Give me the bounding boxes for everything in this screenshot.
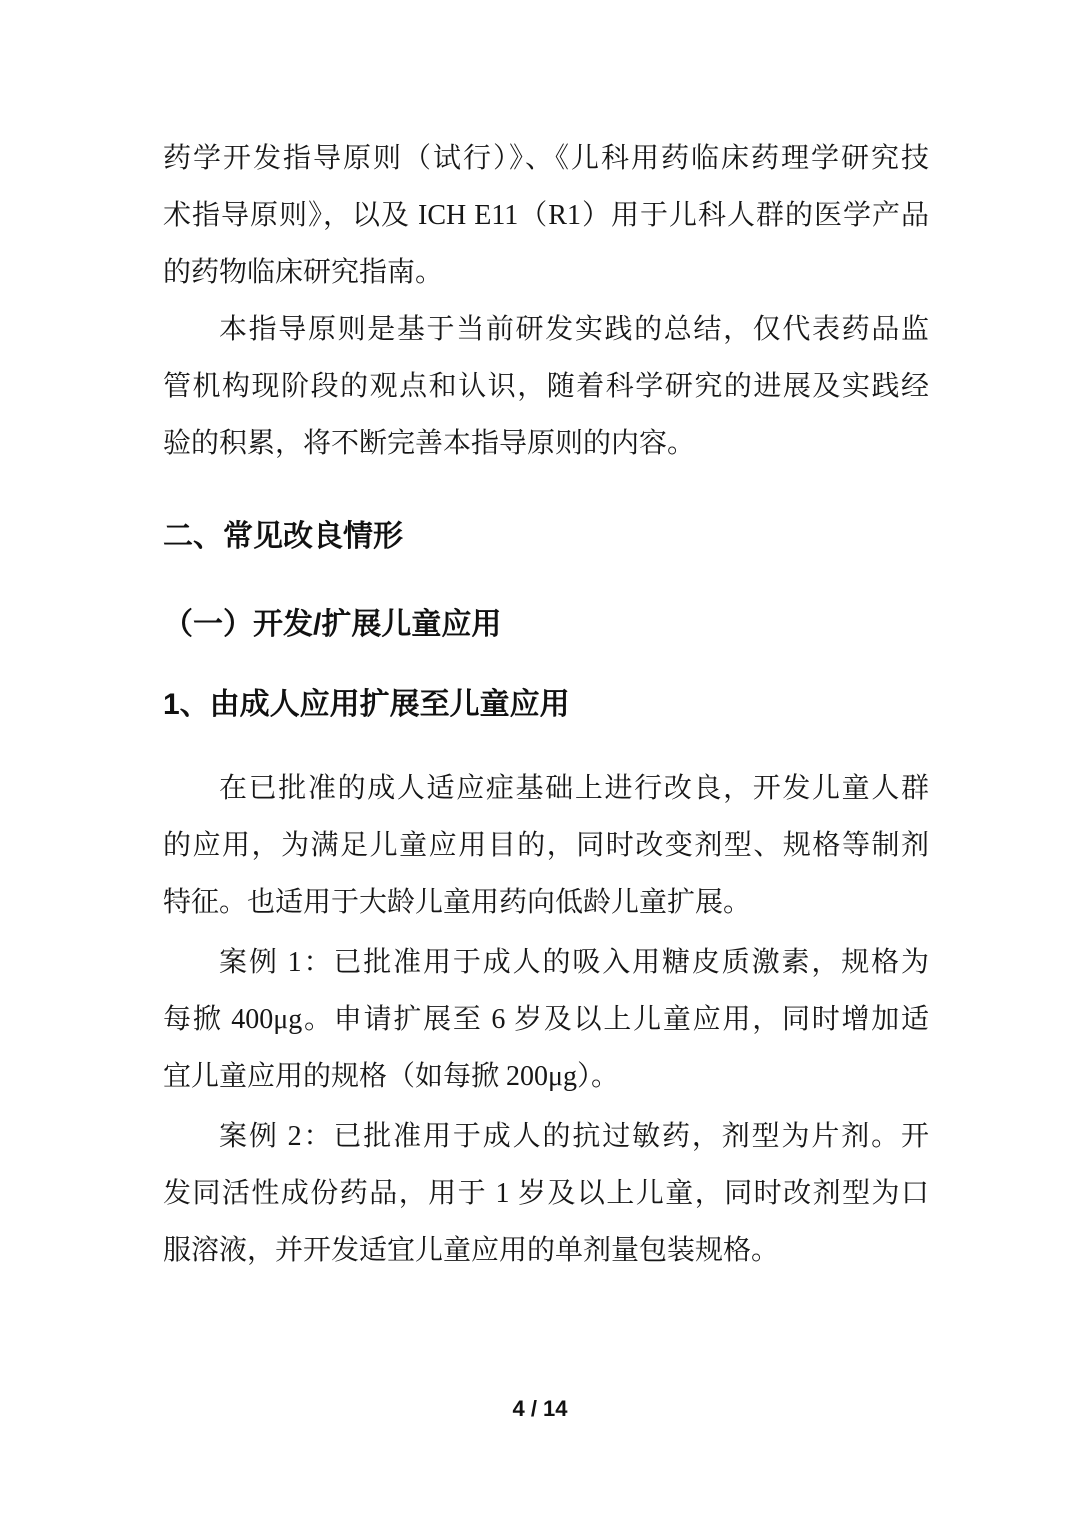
paragraph-line: 本指导原则是基于当前研发实践的总结，仅代表药品监	[219, 314, 929, 345]
document-body	[163, 130, 929, 1279]
paragraph-line: 每掀 400μg。申请扩展至 6 岁及以上儿童应用，同时增加适	[163, 1004, 929, 1035]
paragraph-line: 的应用，为满足儿童应用目的，同时改变剂型、规格等制剂	[163, 830, 929, 861]
paragraph-line: 发同活性成份药品，用于 1 岁及以上儿童，同时改剂型为口	[163, 1178, 929, 1209]
paragraph-line: 特征。也适用于大龄儿童用药向低龄儿童扩展。	[163, 887, 752, 918]
section-heading-level2: （一）开发/扩展儿童应用	[163, 608, 502, 641]
paragraph-line: 管机构现阶段的观点和认识，随着科学研究的进展及实践经	[163, 371, 929, 402]
paragraph-continued	[163, 130, 929, 301]
section-heading-level3: 1、由成人应用扩展至儿童应用	[163, 688, 570, 721]
paragraph-line: 术指导原则》，以及 ICH E11（R1）用于儿科人群的医学产品	[163, 200, 929, 231]
paragraph-line: 宜儿童应用的规格（如每掀 200μg）。	[163, 1061, 620, 1092]
section-heading-level1: 二、常见改良情形	[163, 520, 403, 553]
paragraph	[163, 301, 929, 472]
page-number: 4 / 14	[512, 1396, 568, 1421]
paragraph-line: 案例 2：已批准用于成人的抗过敏药，剂型为片剂。开	[219, 1121, 929, 1152]
paragraph-line: 案例 1：已批准用于成人的吸入用糖皮质激素，规格为	[219, 947, 929, 978]
paragraph-line: 在已批准的成人适应症基础上进行改良，开发儿童人群	[219, 773, 929, 804]
paragraph-line: 的药物临床研究指南。	[163, 257, 444, 288]
paragraph-line: 药学开发指导原则（试行）》、《儿科用药临床药理学研究技	[163, 143, 929, 174]
paragraph-case-1	[163, 934, 929, 1105]
paragraph	[163, 760, 929, 931]
paragraph-line: 服溶液，并开发适宜儿童应用的单剂量包装规格。	[163, 1235, 780, 1266]
paragraph-case-2	[163, 1108, 929, 1279]
paragraph-line: 验的积累，将不断完善本指导原则的内容。	[163, 428, 696, 459]
